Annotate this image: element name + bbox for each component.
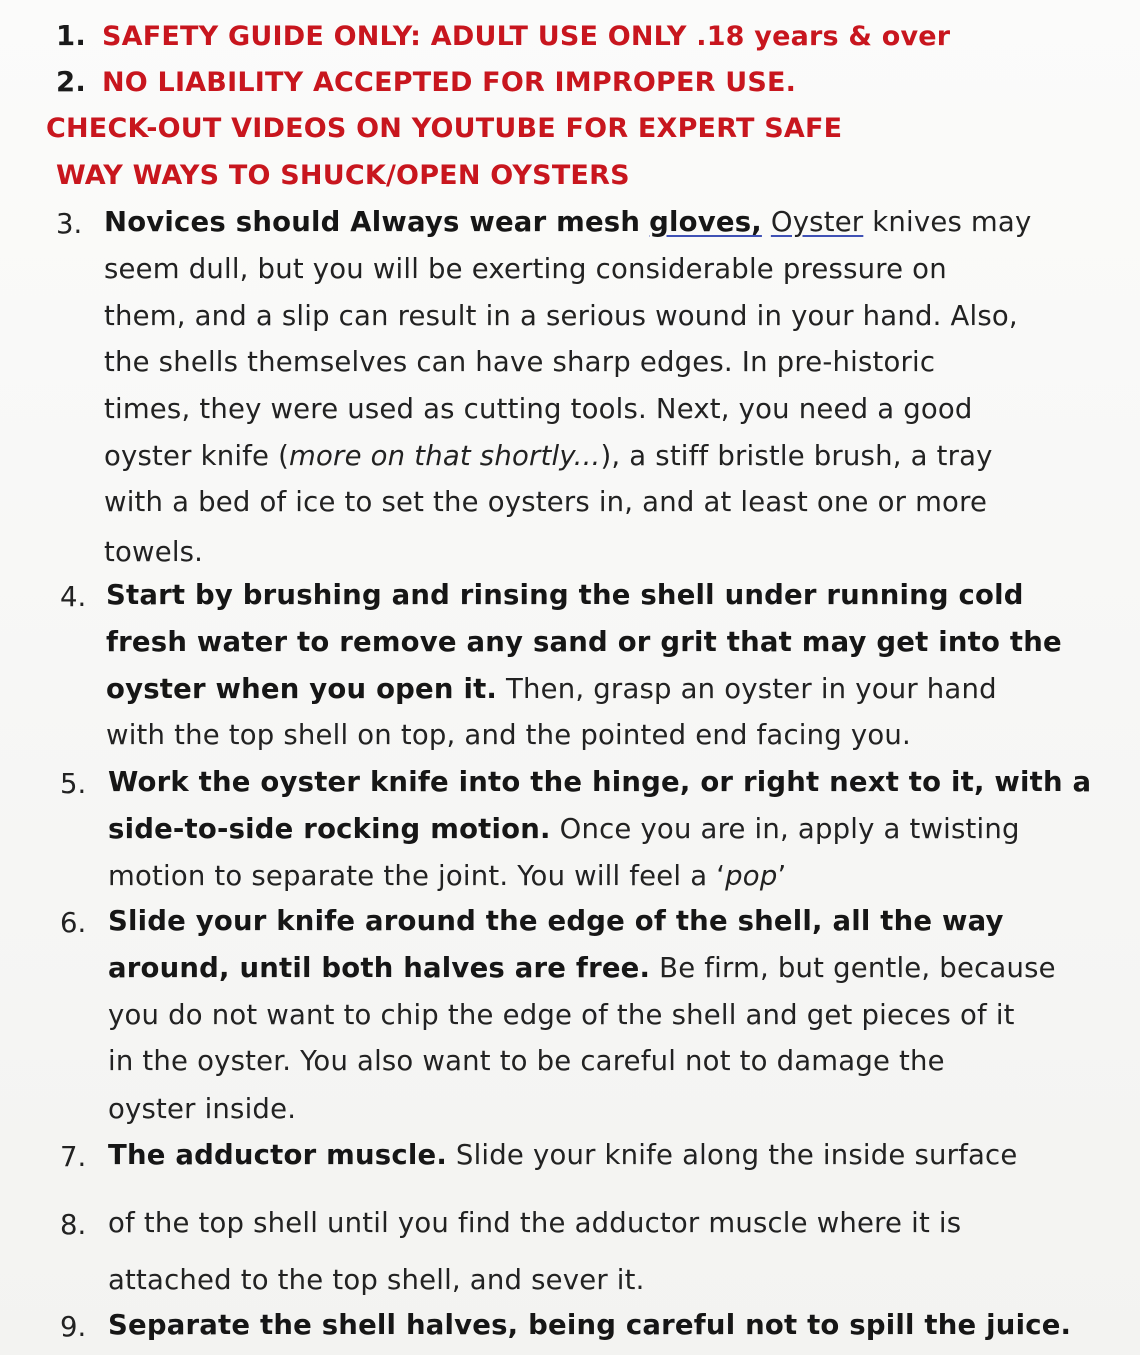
item-6-bold: around, until both halves are free. bbox=[108, 952, 651, 984]
item-8-line-2: attached to the top shell, and sever it. bbox=[108, 1264, 645, 1296]
item-3-line-8: towels. bbox=[104, 536, 204, 568]
warning-2-number: 2. bbox=[56, 66, 86, 98]
item-3-italic: more on that shortly... bbox=[289, 440, 601, 472]
item-5-number: 5. bbox=[60, 768, 87, 800]
warning-1-number: 1. bbox=[56, 20, 86, 52]
item-4-line-4: with the top shell on top, and the pointed end facing you. bbox=[106, 719, 911, 751]
item-8-number: 8. bbox=[60, 1209, 87, 1241]
item-7-number: 7. bbox=[60, 1141, 87, 1173]
item-5-line-3c: ’ bbox=[777, 860, 787, 892]
item-3-oyster: Oyster bbox=[770, 206, 864, 238]
item-7-bold: The adductor muscle. bbox=[108, 1139, 447, 1171]
item-3-gloves: gloves, bbox=[649, 206, 762, 238]
item-3-line-7: with a bed of ice to set the oysters in, and at least one or more bbox=[104, 486, 988, 518]
item-6-rest: Be firm, but gentle, because bbox=[650, 952, 1056, 984]
warning-1-text: SAFETY GUIDE ONLY: ADULT USE ONLY .18 years & over bbox=[102, 21, 951, 52]
item-7-line-1 bbox=[108, 1137, 1017, 1173]
item-3-line-6a: oyster knife ( bbox=[104, 440, 290, 472]
warning-1 bbox=[56, 18, 950, 55]
item-3-line-6b: ), a stiff bristle brush, a tray bbox=[600, 440, 993, 472]
item-3-rest: knives may bbox=[863, 206, 1032, 238]
item-3-line-5: times, they were used as cutting tools. Next, you need a good bbox=[104, 393, 973, 425]
item-6-number: 6. bbox=[60, 907, 87, 939]
item-5-bold: side-to-side rocking motion. bbox=[108, 813, 551, 845]
item-5-line-1: Work the oyster knife into the hinge, or right next to it, with a bbox=[108, 766, 1092, 798]
item-5-line-3 bbox=[108, 858, 786, 894]
item-4-line-3 bbox=[106, 671, 997, 707]
item-9-number: 9. bbox=[60, 1311, 87, 1343]
item-3-number: 3. bbox=[56, 208, 83, 240]
item-6-line-2 bbox=[108, 950, 1056, 986]
item-6-line-3: you do not want to chip the edge of the shell and get pieces of it bbox=[108, 999, 1015, 1031]
warning-2-text: NO LIABILITY ACCEPTED FOR IMPROPER USE. bbox=[102, 67, 797, 98]
item-8-line-1: of the top shell until you find the adductor muscle where it is bbox=[108, 1207, 962, 1239]
item-9-line-1: Separate the shell halves, being careful not to spill the juice. bbox=[108, 1309, 1072, 1341]
item-5-line-2 bbox=[108, 811, 1020, 847]
item-5-line-3a: motion to separate the joint. You will feel a ‘ bbox=[108, 860, 726, 892]
item-3-line-3: them, and a slip can result in a serious wound in your hand. Also, bbox=[104, 300, 1018, 332]
item-7-rest: Slide your knife along the inside surface bbox=[446, 1139, 1018, 1171]
item-5-rest: Once you are in, apply a twisting bbox=[550, 813, 1020, 845]
item-4-line-2: fresh water to remove any sand or grit that may get into the bbox=[106, 626, 1062, 658]
item-3-bold: Novices should Always wear mesh bbox=[104, 206, 641, 238]
warning-2 bbox=[56, 64, 796, 101]
item-3-line-2: seem dull, but you will be exerting considerable pressure on bbox=[104, 253, 947, 285]
item-3-line-1 bbox=[104, 204, 1031, 240]
item-3-line-4: the shells themselves can have sharp edges. In pre-historic bbox=[104, 346, 936, 378]
item-6-line-1: Slide your knife around the edge of the shell, all the way bbox=[108, 905, 1004, 937]
item-4-line-1: Start by brushing and rinsing the shell under running cold bbox=[106, 579, 1024, 611]
item-3-line-6 bbox=[104, 438, 993, 474]
item-4-bold: oyster when you open it. bbox=[106, 673, 498, 705]
check-out-line-2: WAY WAYS TO SHUCK/OPEN OYSTERS bbox=[56, 160, 630, 191]
item-6-line-4: in the oyster. You also want to be careful not to damage the bbox=[108, 1045, 945, 1077]
item-4-rest: Then, grasp an oyster in your hand bbox=[497, 673, 997, 705]
check-out-line-1: CHECK-OUT VIDEOS ON YOUTUBE FOR EXPERT SAFE bbox=[46, 113, 843, 144]
item-6-line-5: oyster inside. bbox=[108, 1093, 297, 1125]
item-4-number: 4. bbox=[60, 581, 87, 613]
item-5-italic: pop bbox=[725, 860, 778, 892]
